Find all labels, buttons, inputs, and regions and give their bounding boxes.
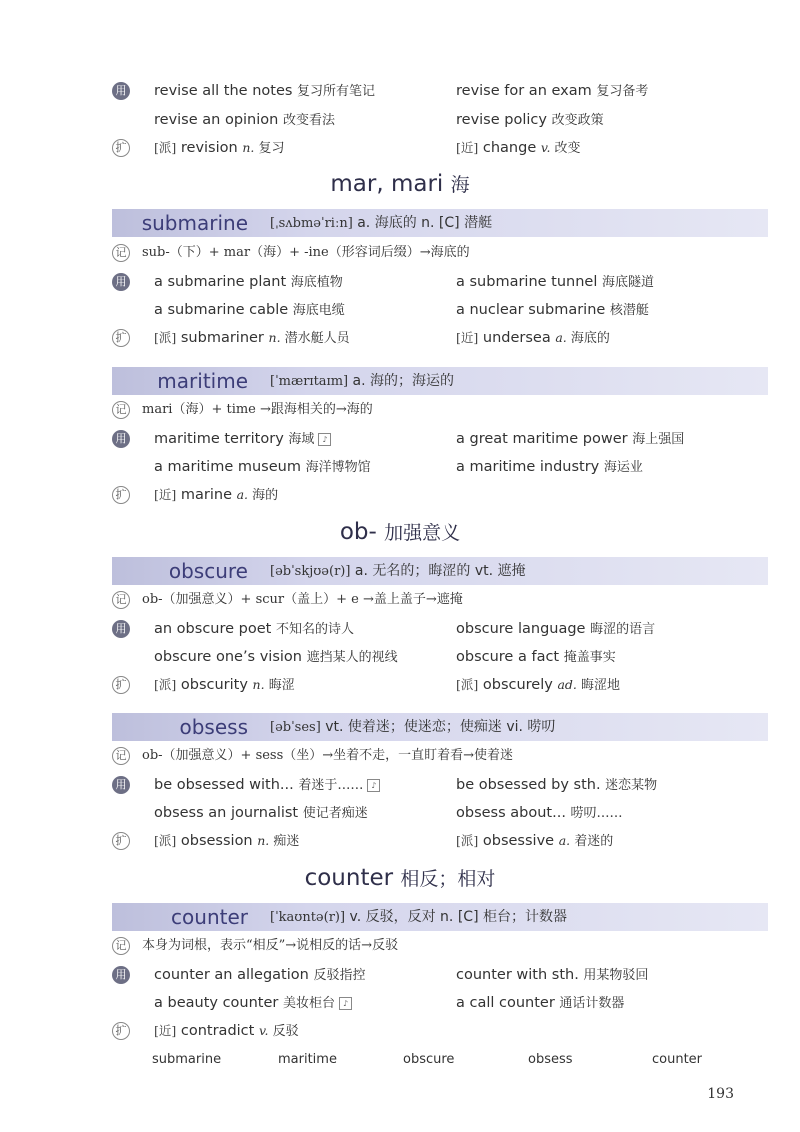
usage-translation: 改变看法 (282, 113, 335, 128)
definition: v. 反驳，反对 n. [C] 柜台；计数器 (345, 909, 567, 925)
counter-usage-row-2: a beauty counter 美妆柜台 ♪ a call counter 通话计数器 (154, 995, 625, 1011)
page-number: 193 (707, 1086, 734, 1102)
obscure-extension-row: 扩 [派] obscurity n. 晦涩 [派] obscurely ad. 晦涩地 (112, 672, 772, 698)
headword: submarine (141, 211, 248, 235)
entry-header-obsess (112, 713, 768, 741)
extension-icon: 扩 (112, 139, 130, 157)
root-heading-ob: ob- 加强意义 (339, 519, 461, 545)
definition: vt. 使着迷；使迷恋；使痴迷 vi. 唠叨 (320, 719, 556, 735)
root-heading-counter: counter 相反；相对 (304, 865, 496, 891)
footer-word: counter (652, 1052, 703, 1067)
obscure-usage-row-2: obscure one’s vision 遮挡某人的视线 obscure a fact 掩盖事实 (154, 649, 616, 665)
pronunciation: [ˈkaʊntə(r)] (270, 910, 346, 925)
definition: a. 无名的；晦涩的 vt. 遮掩 (350, 563, 526, 579)
extension-icon: 扩 (112, 486, 130, 504)
footer-word: obsess (528, 1052, 573, 1067)
definition: a. 海的；海运的 (348, 373, 455, 389)
usage-translation: 复习备考 (596, 84, 649, 99)
mnemonic-icon: 记 (112, 747, 130, 765)
usage-icon: 用 (112, 620, 130, 638)
obscure-mnemonic: 记 ob-（加强意义）+ scur（盖上）+ e →盖上盖子→遮掩 (112, 587, 772, 613)
counter-usage-row-1: 用 counter an allegation 反驳指控 counter with sth. 用某物驳回 (112, 962, 772, 988)
pronunciation: [əbˈses] (270, 720, 321, 735)
pronunciation: [əbˈskjʊə(r)] (270, 564, 351, 579)
footer-word: obscure (403, 1052, 455, 1067)
counter-extension-row: 扩 [近] contradict v. 反驳 (112, 1018, 772, 1044)
counter-mnemonic: 记 本身为词根，表示“相反”→说相反的话→反驳 (112, 933, 772, 959)
maritime-usage-row-2: a maritime museum 海洋博物馆 a maritime industry 海运业 (154, 459, 643, 475)
root-heading-mar: mar, mari 海 (330, 171, 470, 197)
pronunciation: [ˈmærɪtaɪm] (270, 374, 349, 389)
extension-icon: 扩 (112, 329, 130, 347)
obsess-extension-row: 扩 [派] obsession n. 痴迷 [派] obsessive a. 着迷的 (112, 828, 772, 854)
definition: a. 海底的 n. [C] 潜艇 (352, 215, 493, 231)
mnemonic-icon: 记 (112, 244, 130, 262)
extension-icon: 扩 (112, 1022, 130, 1040)
usage-icon: 用 (112, 82, 130, 100)
obsess-usage-row-2: obsess an journalist 使记者痴迷 obsess about... 唠叨…… (154, 805, 623, 821)
headword: maritime (157, 369, 248, 393)
pronunciation: [ˌsʌbməˈriːn] (270, 216, 353, 231)
extension-icon: 扩 (112, 832, 130, 850)
submarine-extension-row: 扩 [派] submariner n. 潜水艇人员 [近] undersea a. 海底的 (112, 325, 772, 351)
usage-phrase: revise for an exam (456, 83, 597, 99)
revise-usage-row-1 (112, 78, 772, 104)
usage-icon: 用 (112, 776, 130, 794)
footer-word: submarine (152, 1052, 222, 1067)
mnemonic-icon: 记 (112, 401, 130, 419)
obsess-usage-row-1: 用 be obsessed with... 着迷于…… ♪ be obsessed by sth. 迷恋某物 (112, 772, 772, 798)
submarine-usage-row-2: a submarine cable 海底电缆 a nuclear submarine 核潜艇 (154, 302, 649, 318)
usage-phrase: revise an opinion (154, 112, 283, 128)
submarine-mnemonic: 记 sub-（下）+ mar（海）+ -ine（形容词后缀）→海底的 (112, 240, 772, 266)
headword: obsess (179, 715, 248, 739)
extension-icon: 扩 (112, 676, 130, 694)
obsess-mnemonic: 记 ob-（加强意义）+ sess（坐）→坐着不走，一直盯着看→使着迷 (112, 743, 772, 769)
usage-phrase: revise policy (456, 112, 552, 128)
audio-icon: ♪ (367, 779, 380, 792)
headword: obscure (168, 559, 248, 583)
usage-icon: 用 (112, 273, 130, 291)
headword: counter (171, 905, 248, 929)
entry-header-obscure (112, 557, 768, 585)
usage-phrase: revise all the notes (154, 83, 298, 99)
maritime-usage-row-1: 用 maritime territory 海域 ♪ a great maritime power 海上强国 (112, 426, 772, 452)
maritime-extension-row: 扩 [近] marine a. 海的 (112, 482, 772, 508)
usage-icon: 用 (112, 430, 130, 448)
usage-icon: 用 (112, 966, 130, 984)
audio-icon: ♪ (339, 997, 352, 1010)
mnemonic-icon: 记 (112, 937, 130, 955)
submarine-usage-row-1: 用 a submarine plant 海底植物 a submarine tunnel 海底隧道 (112, 269, 772, 295)
revise-usage-row-2 (112, 107, 772, 133)
obscure-usage-row-1: 用 an obscure poet 不知名的诗人 obscure language 晦涩的语言 (112, 616, 772, 642)
footer-word: maritime (278, 1052, 337, 1067)
revise-extension-row: 扩 [派] revision n. 复习 [近] change v. 改变 (112, 135, 772, 161)
entry-header-submarine (112, 209, 768, 237)
entry-header-counter (112, 903, 768, 931)
mnemonic-icon: 记 (112, 591, 130, 609)
usage-translation: 改变政策 (551, 113, 604, 128)
entry-header-maritime (112, 367, 768, 395)
maritime-mnemonic: 记 mari（海）+ time →跟海相关的→海的 (112, 397, 772, 423)
audio-icon: ♪ (318, 433, 331, 446)
usage-translation: 复习所有笔记 (297, 84, 376, 99)
